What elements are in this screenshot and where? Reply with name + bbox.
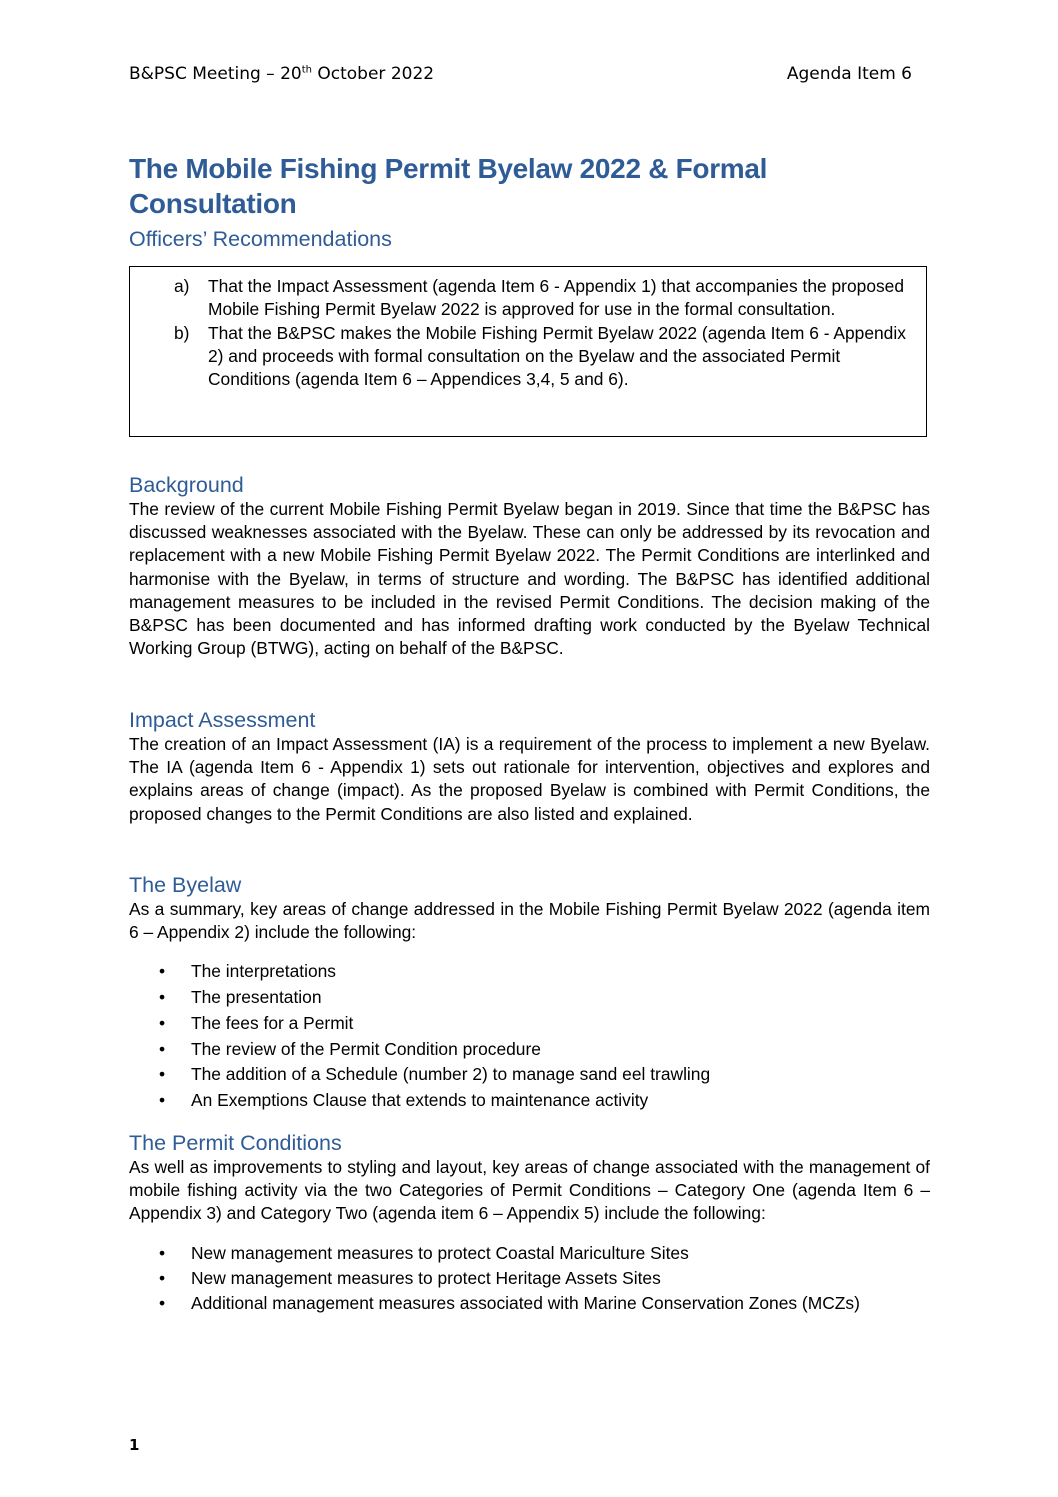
impact-assessment-text: The creation of an Impact Assessment (IA) is a requirement of the process to implement a new Byelaw. The IA (agenda Item 6 - Appendix 1) sets out rationale for intervention, objectives and explores and explains areas of change (impact). As the proposed Byelaw is combined with Permit Conditions, the proposed changes to the Permit Conditions are also listed and explained.: [129, 734, 930, 824]
page-header: [129, 64, 912, 84]
page-number: 1: [129, 1436, 140, 1454]
bullet-icon: •: [159, 1038, 166, 1059]
list-item: • New management measures to protect Coastal Mariculture Sites: [129, 1241, 930, 1267]
bullet-icon: •: [159, 1242, 166, 1263]
recommendations-list: [174, 275, 914, 391]
header-meeting-label: B&PSC Meeting – 20th October 2022: [129, 64, 435, 84]
recommendation-marker: a): [174, 276, 190, 296]
permit-conditions-heading: The Permit Conditions: [129, 1131, 342, 1155]
list-item: • Additional management measures associated with Marine Conservation Zones (MCZs): [129, 1292, 930, 1316]
byelaw-bullet-list: [129, 959, 930, 1113]
recommendations-box: [129, 266, 927, 437]
list-item: • The review of the Permit Condition procedure: [129, 1037, 930, 1063]
list-item: • The presentation: [129, 985, 930, 1011]
byelaw-text: As a summary, key areas of change addressed in the Mobile Fishing Permit Byelaw 2022 (agenda item 6 – Appendix 2) include the following:: [129, 899, 930, 943]
list-item: • The fees for a Permit: [129, 1011, 930, 1037]
permit-conditions-text: As well as improvements to styling and layout, key areas of change associated with the management of mobile fishing activity via the two Categories of Permit Conditions – Category One (agenda Item 6 – Appendix 3) and Category Two (agenda item 6 – Appendix 5) include the following:: [129, 1157, 930, 1224]
recommendation-marker: b): [174, 322, 190, 343]
bullet-icon: •: [159, 1012, 166, 1033]
bullet-icon: •: [159, 1064, 166, 1085]
background-section: [129, 472, 930, 660]
recommendation-text: That the B&PSC makes the Mobile Fishing Permit Byelaw 2022 (agenda Item 6 - Appendix 2) and proceeds with formal consultation on the Byelaw and the associated Permit Conditions (agenda Item 6 – Appendices 3,4, 5 and 6).: [208, 322, 906, 390]
document-title: The Mobile Fishing Permit Byelaw 2022 & Formal Consultation: [129, 153, 768, 219]
permit-conditions-section: [129, 1130, 930, 1316]
list-item: • The addition of a Schedule (number 2) to manage sand eel trawling: [129, 1062, 930, 1088]
bullet-icon: •: [159, 987, 166, 1008]
list-item: • An Exemptions Clause that extends to maintenance activity: [129, 1088, 930, 1114]
header-agenda-item: Agenda Item 6: [786, 64, 912, 84]
bullet-icon: •: [159, 961, 166, 982]
recommendations-heading: Officers’ Recommendations: [129, 227, 392, 251]
recommendation-item: [174, 275, 914, 322]
recommendation-item: [174, 322, 914, 392]
impact-assessment-heading: Impact Assessment: [129, 708, 316, 732]
bullet-icon: •: [159, 1268, 166, 1289]
permit-conditions-bullet-list: [129, 1241, 930, 1316]
list-item: • The interpretations: [129, 959, 930, 985]
bullet-icon: •: [159, 1089, 166, 1110]
byelaw-section: [129, 872, 930, 1114]
list-item: • New management measures to protect Heritage Assets Sites: [129, 1266, 930, 1292]
recommendation-text: That the Impact Assessment (agenda Item 6 - Appendix 1) that accompanies the proposed Mobile Fishing Permit Byelaw 2022 is approved for use in the formal consultation.: [208, 276, 905, 320]
impact-assessment-section: [129, 707, 930, 826]
background-text: The review of the current Mobile Fishing Permit Byelaw began in 2019. Since that time the B&PSC has discussed weaknesses associated with the Byelaw. These can only be addressed by its revocation and replacement with a new Mobile Fishing Permit Byelaw 2022. The Permit Conditions are interlinked and harmonise with the Byelaw, in terms of structure and wording. The B&PSC has identified additional management measures to be included in the revised Permit Conditions. The decision making of the B&PSC has been documented and has informed drafting work conducted by the Byelaw Technical Working Group (BTWG), acting on behalf of the B&PSC.: [129, 499, 930, 659]
bullet-icon: •: [159, 1293, 166, 1314]
background-heading: Background: [129, 473, 244, 497]
byelaw-heading: The Byelaw: [129, 873, 242, 897]
